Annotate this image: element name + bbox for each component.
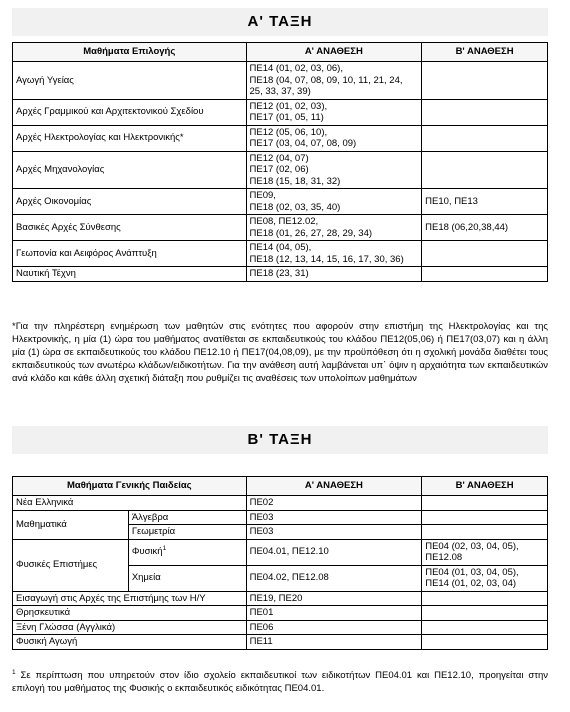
footnote-marker: 1 [12,668,16,676]
table-row [13,267,548,282]
second-assignment-cell [422,606,548,621]
section-b-footnote: $^1$ Σε περίπτωση που υπηρετούν στον ίδιο σχολείο εκπαιδευτικοί των ειδικοτήτων ΠΕ04.01 και ΠΕ12.10, προηγείται στην επιλογή του μαθήματος της Φυσικής ο εκπαιδευτικός ειδικότητας ΠΕ04.01. [12,668,548,694]
second-assignment-cell [422,496,548,511]
header-first-assignment: Α' ΑΝΑΘΕΣΗ [246,477,422,496]
footnote-marker: 1 [162,545,167,553]
subject-cell: Βασικές Αρχές Σύνθεσης [13,215,247,241]
subject-cell: Ξένη Γλώσσα (Αγγλικά) [13,620,247,635]
subject-cell: Μαθηματικά [13,510,129,539]
second-assignment-cell [422,620,548,635]
table-row [13,125,548,151]
first-assignment-cell: ΠΕ12 (05, 06, 10), ΠΕ17 (03, 04, 07, 08, 09) [246,125,422,151]
subject-cell: Αρχές Ηλεκτρολογίας και Ηλεκτρονικής* [13,125,247,151]
table-row [13,539,548,565]
first-assignment-cell: ΠΕ19, ΠΕ20 [246,591,422,606]
second-assignment-cell [422,151,548,189]
first-assignment-cell: ΠΕ11 [246,635,422,650]
table-row [13,635,548,650]
table-header-row [13,43,548,62]
subsubject-cell: Φυσική$^1$ [128,539,246,565]
subject-cell: Φυσική Αγωγή [13,635,247,650]
subject-cell: Φυσικές Επιστήμες [13,539,129,591]
first-assignment-cell: ΠΕ02 [246,496,422,511]
table-row [13,215,548,241]
table-row [13,620,548,635]
second-assignment-cell [422,635,548,650]
first-assignment-cell: ΠΕ14 (04, 05), ΠΕ18 (12, 13, 14, 15, 16, 17, 30, 36) [246,241,422,267]
header-second-assignment: Β' ΑΝΑΘΕΣΗ [422,477,548,496]
subject-cell: Εισαγωγή στις Αρχές της Επιστήμης των Η/Υ [13,591,247,606]
section-b-title: Β' ΤΑΞΗ [12,426,548,454]
subject-cell: Νέα Ελληνικά [13,496,247,511]
second-assignment-cell [422,267,548,282]
header-subject: Μαθήματα Επιλογής [13,43,247,62]
table-row [13,591,548,606]
subsubject-cell: Γεωμετρία [128,525,246,540]
subject-cell: Θρησκευτικά [13,606,247,621]
first-assignment-cell: ΠΕ06 [246,620,422,635]
subject-cell: Αρχές Γραμμικού και Αρχιτεκτονικού Σχεδίου [13,99,247,125]
table-row [13,606,548,621]
subject-cell: Αρχές Οικονομίας [13,189,247,215]
subject-cell: Ναυτική Τέχνη [13,267,247,282]
first-assignment-cell: ΠΕ04.02, ΠΕ12.08 [246,565,422,591]
second-assignment-cell [422,241,548,267]
table-row [13,496,548,511]
second-assignment-cell [422,62,548,100]
table-row [13,151,548,189]
second-assignment-cell [422,510,548,525]
table-row [13,62,548,100]
first-assignment-cell: ΠΕ09, ΠΕ18 (02, 03, 35, 40) [246,189,422,215]
table-row [13,510,548,525]
table-row [13,99,548,125]
second-assignment-cell: ΠΕ18 (06,20,38,44) [422,215,548,241]
first-assignment-cell: ΠΕ04.01, ΠΕ12.10 [246,539,422,565]
second-assignment-cell: ΠΕ10, ΠΕ13 [422,189,548,215]
subsubject-cell: Χημεία [128,565,246,591]
general-education-table [12,476,548,650]
first-assignment-cell: ΠΕ12 (04, 07) ΠΕ17 (02, 06) ΠΕ18 (15, 18, 31, 32) [246,151,422,189]
first-assignment-cell: ΠΕ14 (01, 02, 03, 06), ΠΕ18 (04, 07, 08, 09, 10, 11, 21, 24, 25, 33, 37, 39) [246,62,422,100]
table-row [13,241,548,267]
first-assignment-cell: ΠΕ12 (01, 02, 03), ΠΕ17 (01, 05, 11) [246,99,422,125]
subsubject-cell: Άλγεβρα [128,510,246,525]
second-assignment-cell [422,525,548,540]
table-header-row [13,477,548,496]
first-assignment-cell: ΠΕ03 [246,510,422,525]
second-assignment-cell: ΠΕ04 (02, 03, 04, 05), ΠΕ12.08 [422,539,548,565]
header-subject: Μαθήματα Γενικής Παιδείας [13,477,247,496]
header-first-assignment: Α' ΑΝΑΘΕΣΗ [246,43,422,62]
first-assignment-cell: ΠΕ18 (23, 31) [246,267,422,282]
subject-cell: Γεωπονία και Αειφόρος Ανάπτυξη [13,241,247,267]
section-a-footnote: *Για την πληρέστερη ενημέρωση των μαθητών στις ενότητες που αφορούν στην επιστήμη της Ηλεκτρολογίας και της Ηλεκτρονικής, η μία (1) ώρα του μαθήματος ανατίθεται σε εκπαιδευτικούς του κλάδου ΠΕ12(05,06) ή ΠΕ17(03,07) και η άλλη μία (1) ώρα σε εκπαιδευτικούς του κλάδου ΠΕ12.10 ή ΠΕ17(04,08,09), με την προϋπόθεση ότι η σχολική μονάδα διαθέτει τους εκπαιδευτικούς των ανωτέρω κλάδων/ειδικοτήτων. Για την ανάθεση αυτή λαμβάνεται υπ΄ όψιν η αρχαιότητα των εκπαιδευτικών ανά κλάδο και κάθε άλλη σχετική διάταξη που ρυθμίζει τις αναθέσεις των υπολοίπων μαθημάτων [12,321,548,384]
second-assignment-cell: ΠΕ04 (01, 03, 04, 05), ΠΕ14 (01, 02, 03, 04) [422,565,548,591]
subject-cell: Αρχές Μηχανολογίας [13,151,247,189]
second-assignment-cell [422,591,548,606]
second-assignment-cell [422,99,548,125]
table-row [13,189,548,215]
first-assignment-cell: ΠΕ08, ΠΕ12.02, ΠΕ18 (01, 26, 27, 28, 29, 34) [246,215,422,241]
section-a-title: Α' ΤΑΞΗ [12,8,548,36]
elective-courses-table [12,42,548,282]
first-assignment-cell: ΠΕ03 [246,525,422,540]
first-assignment-cell: ΠΕ01 [246,606,422,621]
second-assignment-cell [422,125,548,151]
subject-cell: Αγωγή Υγείας [13,62,247,100]
header-second-assignment: Β' ΑΝΑΘΕΣΗ [422,43,548,62]
